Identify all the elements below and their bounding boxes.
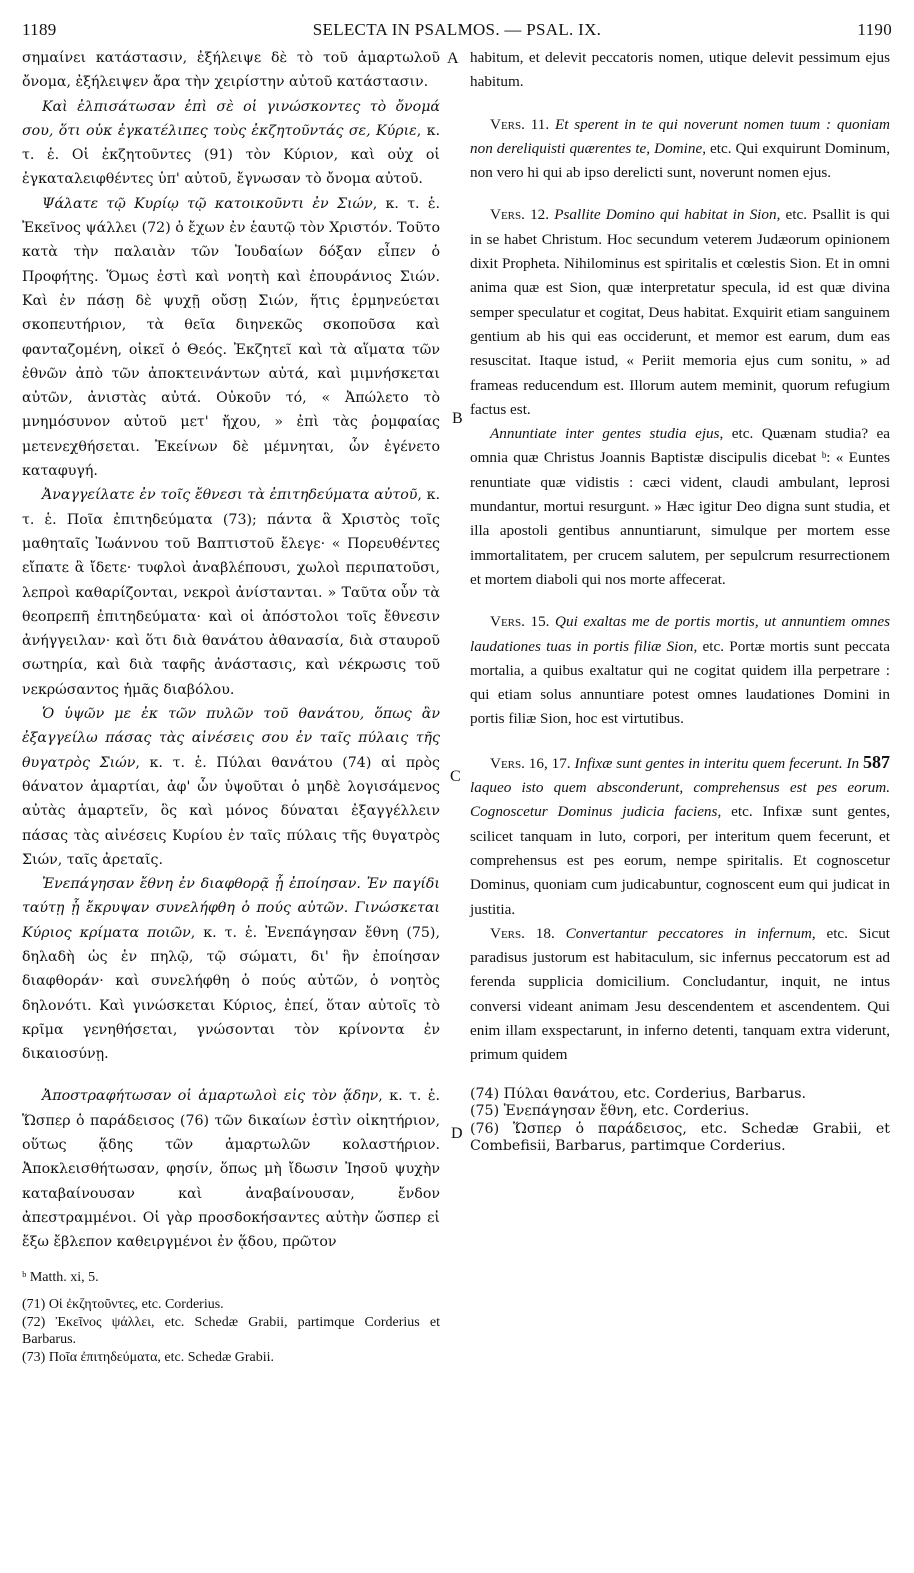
greek-lemma-7: Ἀποστραφήτωσαν οἱ ἁμαρτωλοὶ εἰς τὸν ᾅδην [42,1088,379,1105]
greek-lemma-5: Ὁ ὑψῶν με ἐκ τῶν πυλῶν τοῦ θανάτου, ὅπως ἂν ἐξαγγείλω πάσας τὰς αἰνέσεις σου ἐν ταῖς πύλαις τῆς θυγατρὸς Σιών [22,706,440,771]
verse-ref-11: Vers. 11. [490,115,550,133]
latin-comment-6: , etc. Infixæ sunt gentes, scilicet tanquam in luto, corpori, per interitum quem fecerunt, et comprehensus est pes eorum, nempe spiritalis. Et cognoscetur Dominus, quoniam cum judicabuntur, cognoscent eum qui judicat in justitia. [470,803,890,918]
latin-comment-4: , etc. Quænam studia? ea omnia quæ Christus Joannis Baptistæ discipulis dicebat ᵇ: « Euntes renuntiate quæ vidistis : cæci vident, claudi ambulant, leprosi mundantur, mortui resurgunt. » Hæc igitur Deo digna sunt studia, et illa apostoli gentibus annuntiarunt, simulque per mortem esse immortalitatem, per crucem salutem, per sepulcrum resurrectionem et mortem diaboli qui nos morte affecerat. [470,425,890,588]
latin-footnotes [470,1086,890,1156]
greek-comment-2: , κ. τ. ἑ. Οἱ ἐκζητοῦντες (91) τὸν Κύριον, καὶ οὐχ οἱ ἐγκαταλειφθέντες ὑπ' αὐτοῦ, ἔγνωσαν τὸ ὄνομα αὐτοῦ. [22,122,440,188]
latin-paragraph-5 [470,610,890,731]
verse-ref-15: Vers. 15. [490,613,550,631]
latin-column [470,46,890,1156]
footnote-75: (75) Ἐνεπάγησαν ἔθνη, etc. Corderius. [470,1103,750,1120]
latin-lemma-5: Qui exaltas me de portis mortis, ut annuntiem omnes laudationes tuas in portis filiæ Sion [470,613,890,655]
latin-comment-3: , etc. Psallit is qui in se habet Christum. Hoc secundum veterem Judæorum opinionem dixit Propheta. Nihilominus est spiritalis et cœlestis Sion. Et in omni anima quæ est Sion, quæ interpretatur specula, id est quæ divina semper speculatur et cogitat, Deus habitat. Exquirit etiam sanguinem gentium ab his qui eas occiderunt, et memor est earum, dum eas resuscitat. Itaque istud, « Periit memoria ejus cum sonitu, » ad frameas reducendum est. Illorum autem meminit, quorum refugium factus est. [470,206,891,418]
greek-lemma-2: Καὶ ἐλπισάτωσαν ἐπὶ σὲ οἱ γινώσκοντες τὸ ὄνομά σου, ὅτι οὐκ ἐγκατέλιπες τοὺς ἐκζητοῦντάς σε, Κύριε [22,98,440,139]
greek-comment-4: , κ. τ. ἑ. Ποῖα ἐπιτηδεύματα (73); πάντα ἃ Χριστὸς τοῖς μαθηταῖς Ἰωάννου τοῦ Βαπτιστοῦ ἔλεγε· « Πορευθέντες εἴπατε ἃ ἴδετε· τυφλοὶ ἀναβλέπουσι, χωλοὶ περιπατοῦσι, λεπροὶ καθαρίζονται, νεκροὶ ἀνίστανται. » Ταῦτα οὖν τὰ θεοπρεπῆ ἐπιτηδεύματα· καὶ οἱ ἀπόστολοι τοῖς ἔθνεσιν ἀνήγγειλαν· καὶ ὅτι διὰ θανάτου ἀθανασία, διὰ σταυροῦ σωτηρία, καὶ διὰ ταφῆς ἀνάστασις, καὶ νέκρωσις τοῦ νεκρώσαντος ἡμᾶς διαβόλου. [22,487,441,698]
greek-comment-3: , κ. τ. ἑ. Ἐκεῖνος ψάλλει (72) ὁ ἔχων ἐν ἑαυτῷ τὸν Χριστόν. Τοῦτο κατὰ τὴν παλαιὰν τῶν Ἰουδαίων δόξαν εἶπεν ὁ Προφήτης. Ὅμως ἐστὶ καὶ νοητὴ καὶ ἐπουράνιος Σιών. Καὶ ἐν πάσῃ δὲ ψυχῇ οὔσῃ Σιών, ἥτις ἑρμηνεύεται σκοπευτήριον, τὰ θεῖα διηνεκῶς σκοποῦσα καὶ φανταζομένη, οἰκεῖ ὁ Θεός. Ἐκζητεῖ καὶ τὰ αἵματα τῶν ἐθνῶν ἀπὸ τῶν ἀποκτεινάντων αὐτά, καὶ μιμνήσκεται αὐτῶν, ἀνιστὰς αὐτά. Οὐκοῦν τό, « Ἀπώλετο τὸ μνημόσυνον αὐτοῦ μετ' ἤχου, » ἐπὶ τὰς ῥομφαίας μετενεχθήσεται. Ἐκείνων δὲ μέμνηται, ὧν ἐγένετο καταφυγή. [22,195,440,480]
latin-lemma-3: Psallite Domino qui habitat in Sion [554,206,777,224]
greek-lemma-6: Ἐνεπάγησαν ἔθνη ἐν διαφθορᾷ ᾗ ἐποίησαν. Ἐν παγίδι ταύτῃ ᾗ ἔκρυψαν συνελήφθη ὁ πούς αὐτῶν. Γινώσκεται Κύριος κρίματα ποιῶν [22,876,440,941]
running-title: SELECTA IN PSALMOS. — PSAL. IX. [312,20,602,39]
footnote-73: (73) Ποῖα ἐπιτηδεύματα, etc. Schedæ Grabii. [22,1349,275,1365]
margin-letter-b: B [452,410,463,427]
greek-column [22,46,440,1366]
latin-paragraph-7 [470,922,890,1068]
greek-paragraph-1: σημαίνει κατάστασιν, ἐξήλειψε δὲ τὸ τοῦ ἁμαρτωλοῦ ὄνομα, ἐξήλειψεν ἄρα τὴν χειρίστην αὐτοῦ κατάστασιν. [22,50,440,91]
latin-lemma-4: Annuntiate inter gentes studia ejus [490,425,720,443]
greek-comment-6: , κ. τ. ἑ. Ἐνεπάγησαν ἔθνη (75), δηλαδὴ ὡς ἐν πηλῷ, τῷ σώματι, δι' ἣν ἐποίησαν διαφθοράν· καὶ συνελήφθη ὁ πούς αὐτῶν, ὁ νοητὸς δηλονότι. Καὶ γινώσκεται Κύριος, ἐπεί, ὅταν αὐτοῖς τὸ κρῖμα γενηθήσεται, γνώσονται τὸν κρίνοντα ἐν δικαιοσύνῃ. [22,924,440,1063]
margin-letter-a: A [447,50,459,67]
greek-footnotes [22,1269,440,1367]
greek-paragraph-4 [22,483,440,702]
greek-paragraph-7 [22,1084,440,1254]
margin-letter-d: D [451,1125,463,1142]
footnote-72: (72) Ἐκεῖνος ψάλλει, etc. Schedæ Grabii, partimque Corderius et Barbarus. [22,1314,440,1348]
verse-ref-18: Vers. 18. [490,924,555,942]
latin-comment-2: , etc. Qui exquirunt Dominum, non vero hi qui ab ipso derelicti sunt, noverunt nomen ejus. [470,139,890,182]
page-header [22,16,892,42]
column-number-left: 1189 [22,20,57,39]
latin-lemma-6b: laqueo isto quem absconderunt, comprehensus est pes eorum. Cognoscetur Dominus judicia faciens [470,779,890,821]
greek-comment-7: , κ. τ. ἑ. Ὥσπερ ὁ παράδεισος (76) τῶν δικαίων ἐστὶν οἰκητήριον, οὕτως ᾅδης τῶν ἁμαρτωλῶν κολαστήριον. Ἀποκλεισθήτωσαν, φησίν, ὅπως μὴ ἴδωσιν Ἰησοῦ ψυχὴν καταβαίνουσαν καὶ ἀναβαίνουσαν, ἔνδον ἀπεστραμμένοι. Οἱ γὰρ προσδοκήσαντες αὐτὴν ὥσπερ εἰ ἔξω ἔβλεπον καθειργμένοι ἐν ᾅδου, πρῶτον [22,1088,440,1251]
latin-lemma-2: Et sperent in te qui noverunt nomen tuum : quoniam non dereliquisti quærentes te, Domine [470,115,891,157]
greek-comment-5: , κ. τ. ἑ. Πύλαι θανάτου (74) αἱ πρὸς θάνατον ἁμαρτίαι, ἀφ' ὧν ὑψοῦται ὁ μηδὲ λογισάμενος αὐτὰς ἁμαρτεῖν, ὃς καὶ μόνος δύναται ἐξαγγέλλειν πάσας τὰς αἰνέσεις Κυρίου ἐν ταῖς πύλαις τῆς θυγατρὸς Σιών, ταῖς ἀρεταῖς. [22,754,441,868]
greek-paragraph-5 [22,702,440,872]
footnote-74: (74) Πύλαι θανάτου, etc. Corderius, Barbarus. [470,1085,807,1102]
latin-lemma-7: Convertantur peccatores in infernum [565,924,812,942]
greek-lemma-3: Ψάλατε τῷ Κυρίῳ τῷ κατοικοῦντι ἐν Σιών [42,195,373,212]
greek-paragraph-6 [22,872,440,1066]
verse-ref-12: Vers. 12. [490,206,550,224]
latin-paragraph-4 [470,422,890,592]
scripture-footnote: ᵇ Matth. xi, 5. [22,1269,99,1285]
latin-paragraph-6 [470,750,890,922]
margin-letter-c: C [450,768,461,785]
greek-paragraph-2 [22,95,440,192]
latin-paragraph-1: habitum, et delevit peccatoris nomen, utique delevit pessimum ejus habitum. [470,49,890,91]
latin-paragraph-3 [470,203,890,422]
latin-comment-5: , etc. Portæ mortis sunt peccata mortalia, a quibus exaltatur qui ne cogitat quidem illa perpetrare : qui etiam solus annuntiare potest omnes laudationes Domini in portis filiæ Sion, hoc est virtutibus. [470,637,890,728]
footnote-71: (71) Οἱ ἐκζητοῦντες, etc. Corderius. [22,1297,224,1313]
latin-comment-7: , etc. Sicut paradisus justorum est habitaculum, sic infernus peccatorum est ad ferenda supplicia domicilium. Concludantur, inquit, ne intus conversi videant animam Jesu descendentem et ascendentem. Qui enim illam exspectarunt, in inferno detenti, tanquam extra viderunt, primum quidem [470,924,891,1064]
greek-paragraph-3 [22,192,440,484]
column-number-right: 1190 [857,20,892,39]
latin-lemma-6a: Infixæ sunt gentes in interitu quem fecerunt. In [574,754,860,772]
migne-column-number: 587 [863,751,890,772]
greek-lemma-4: Ἀναγγείλατε ἐν τοῖς ἔθνεσι τὰ ἐπιτηδεύματα αὐτοῦ [42,487,418,504]
footnote-76: (76) Ὥσπερ ὁ παράδεισος, etc. Schedæ Grabii, et Combefisii, Barbarus, partimque Corderius. [470,1120,890,1155]
latin-paragraph-2 [470,113,890,186]
verse-ref-16-17: Vers. 16, 17. [490,754,571,772]
